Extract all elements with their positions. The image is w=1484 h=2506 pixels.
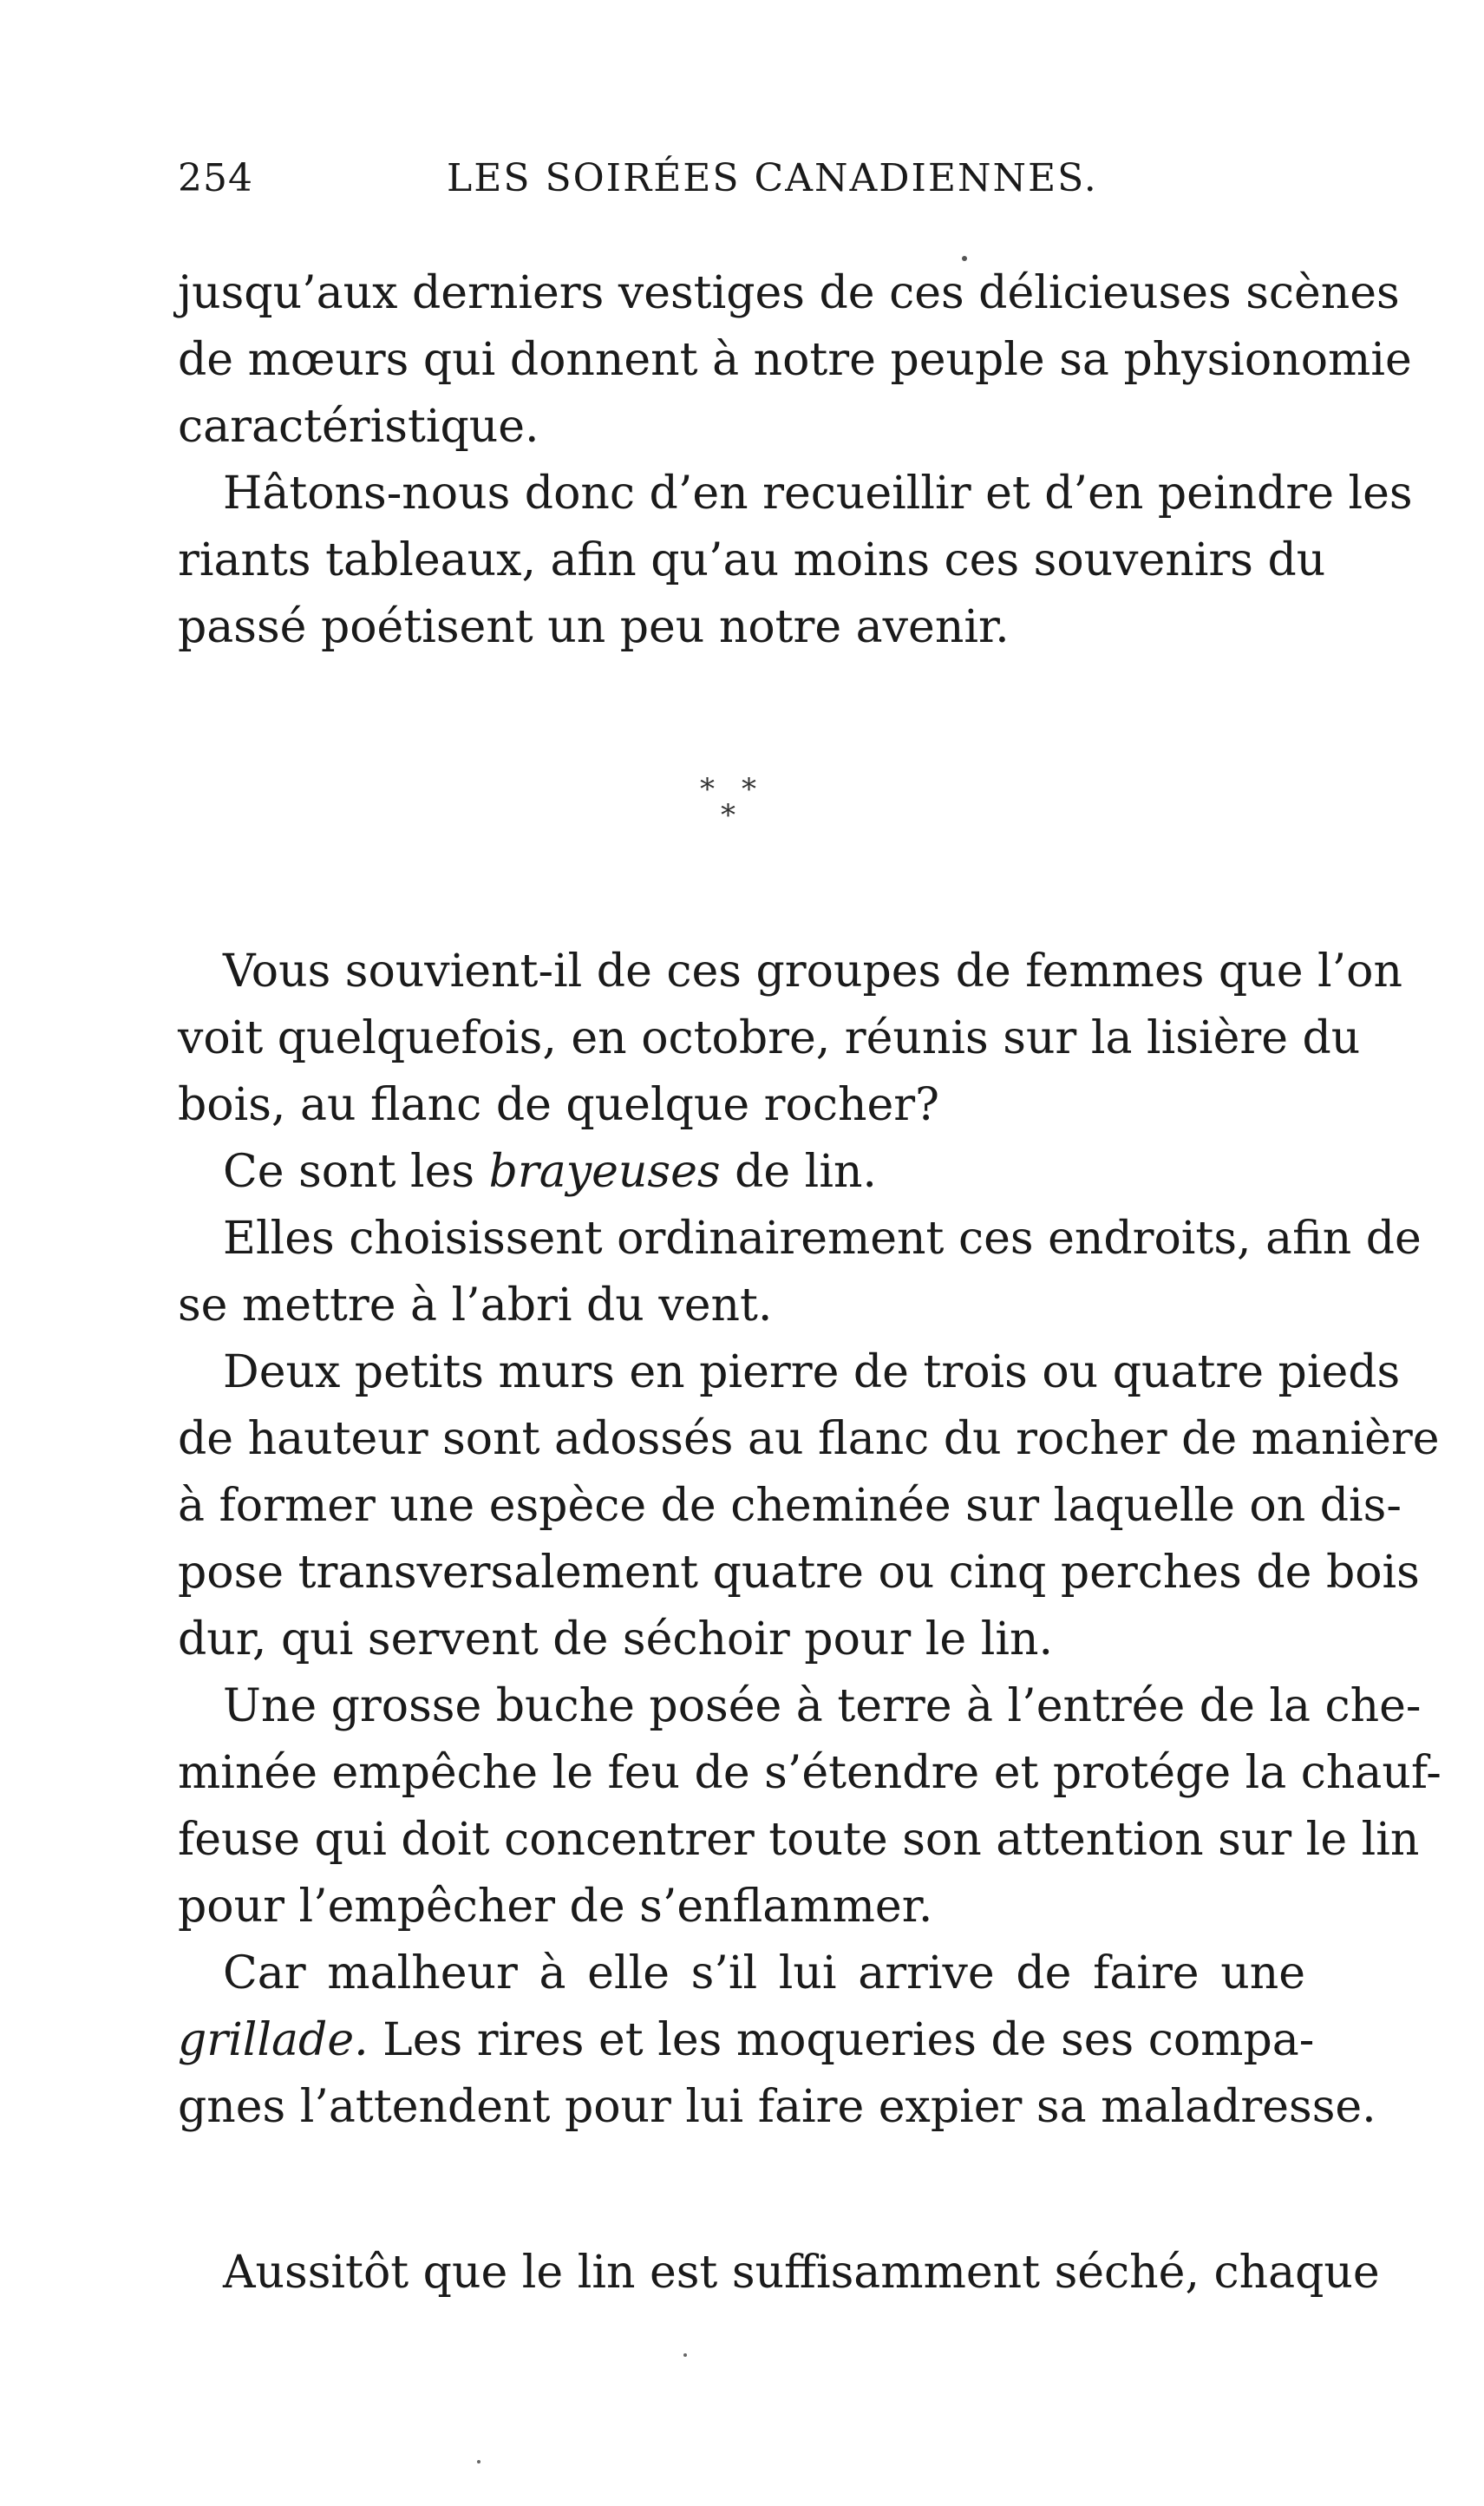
text-line — [178, 2007, 1315, 2074]
text-line: Deux petits murs en pierre de trois ou quatre pieds — [223, 1346, 1401, 1398]
text-span: Ce sont les — [223, 1146, 489, 1198]
text-span: de lin. — [720, 1146, 877, 1198]
text-line: Elles choisissent ordinairement ces endroits, afin de — [223, 1213, 1422, 1265]
page-number: 254 — [178, 156, 253, 200]
text-line: à former une espèce de cheminée sur laquelle on dis- — [178, 1480, 1402, 1532]
running-title: LES SOIRÉES CANADIENNES. — [447, 156, 1098, 200]
text-line: minée empêche le feu de s’étendre et protége la chauf- — [178, 1747, 1442, 1799]
text-line: pour l’empêcher de s’enflammer. — [178, 1881, 933, 1933]
text-line — [178, 1139, 1305, 1206]
text-line: Vous souvient-il de ces groupes de femmes que l’on — [223, 945, 1402, 998]
text-line: dur, qui servent de séchoir pour le lin. — [178, 1613, 1053, 1665]
speck — [683, 2353, 687, 2357]
text-line: passé poétisent un peu notre avenir. — [178, 601, 1010, 653]
text-span: Les rires et les moqueries de ses compa- — [368, 2014, 1315, 2066]
text-line: bois, au flanc de quelque rocher? — [178, 1079, 939, 1131]
speck — [477, 2460, 481, 2463]
text-line: Hâtons-nous donc d’en recueillir et d’en peindre les — [223, 468, 1413, 520]
text-line: riants tableaux, afin qu’au moins ces souvenirs du — [178, 534, 1326, 586]
asterism-star: * — [721, 798, 735, 833]
text-line: jusqu’aux derniers vestiges de ces délicieuses scènes — [178, 267, 1400, 319]
text-line: feuse qui doit concentrer toute son attention sur le lin — [178, 1814, 1420, 1866]
text-line: pose transversalement quatre ou cinq perches de bois — [178, 1547, 1420, 1599]
text-line: de mœurs qui donnent à notre peuple sa physionomie — [178, 334, 1412, 386]
text-line: se mettre à l’abri du vent. — [178, 1279, 773, 1332]
asterism-star: * — [700, 772, 715, 807]
text-line: caractéristique. — [178, 401, 539, 453]
text-line: voit quelquefois, en octobre, réunis sur la lisière du — [178, 1012, 1361, 1064]
text-block-continuation — [178, 260, 1413, 661]
text-line: gnes l’attendent pour lui faire expier sa maladresse. — [178, 2081, 1376, 2133]
text-block-final — [178, 2240, 1380, 2306]
italic-term: grillade. — [178, 2014, 369, 2066]
text-line: Aussitôt que le lin est suffisamment séché, chaque — [223, 2247, 1380, 2299]
text-block-brayeuses — [178, 939, 1442, 2141]
text-line: de hauteur sont adossés au flanc du rocher de manière — [178, 1413, 1440, 1465]
italic-term: brayeuses — [488, 1146, 721, 1198]
running-head — [178, 156, 1305, 208]
asterism-star: * — [742, 772, 756, 807]
text-line: Une grosse buche posée à terre à l’entrée de la che- — [223, 1680, 1422, 1732]
text-line: Car malheur à elle s’il lui arrive de faire une — [223, 1947, 1305, 1999]
asterism-ornament — [698, 772, 785, 841]
